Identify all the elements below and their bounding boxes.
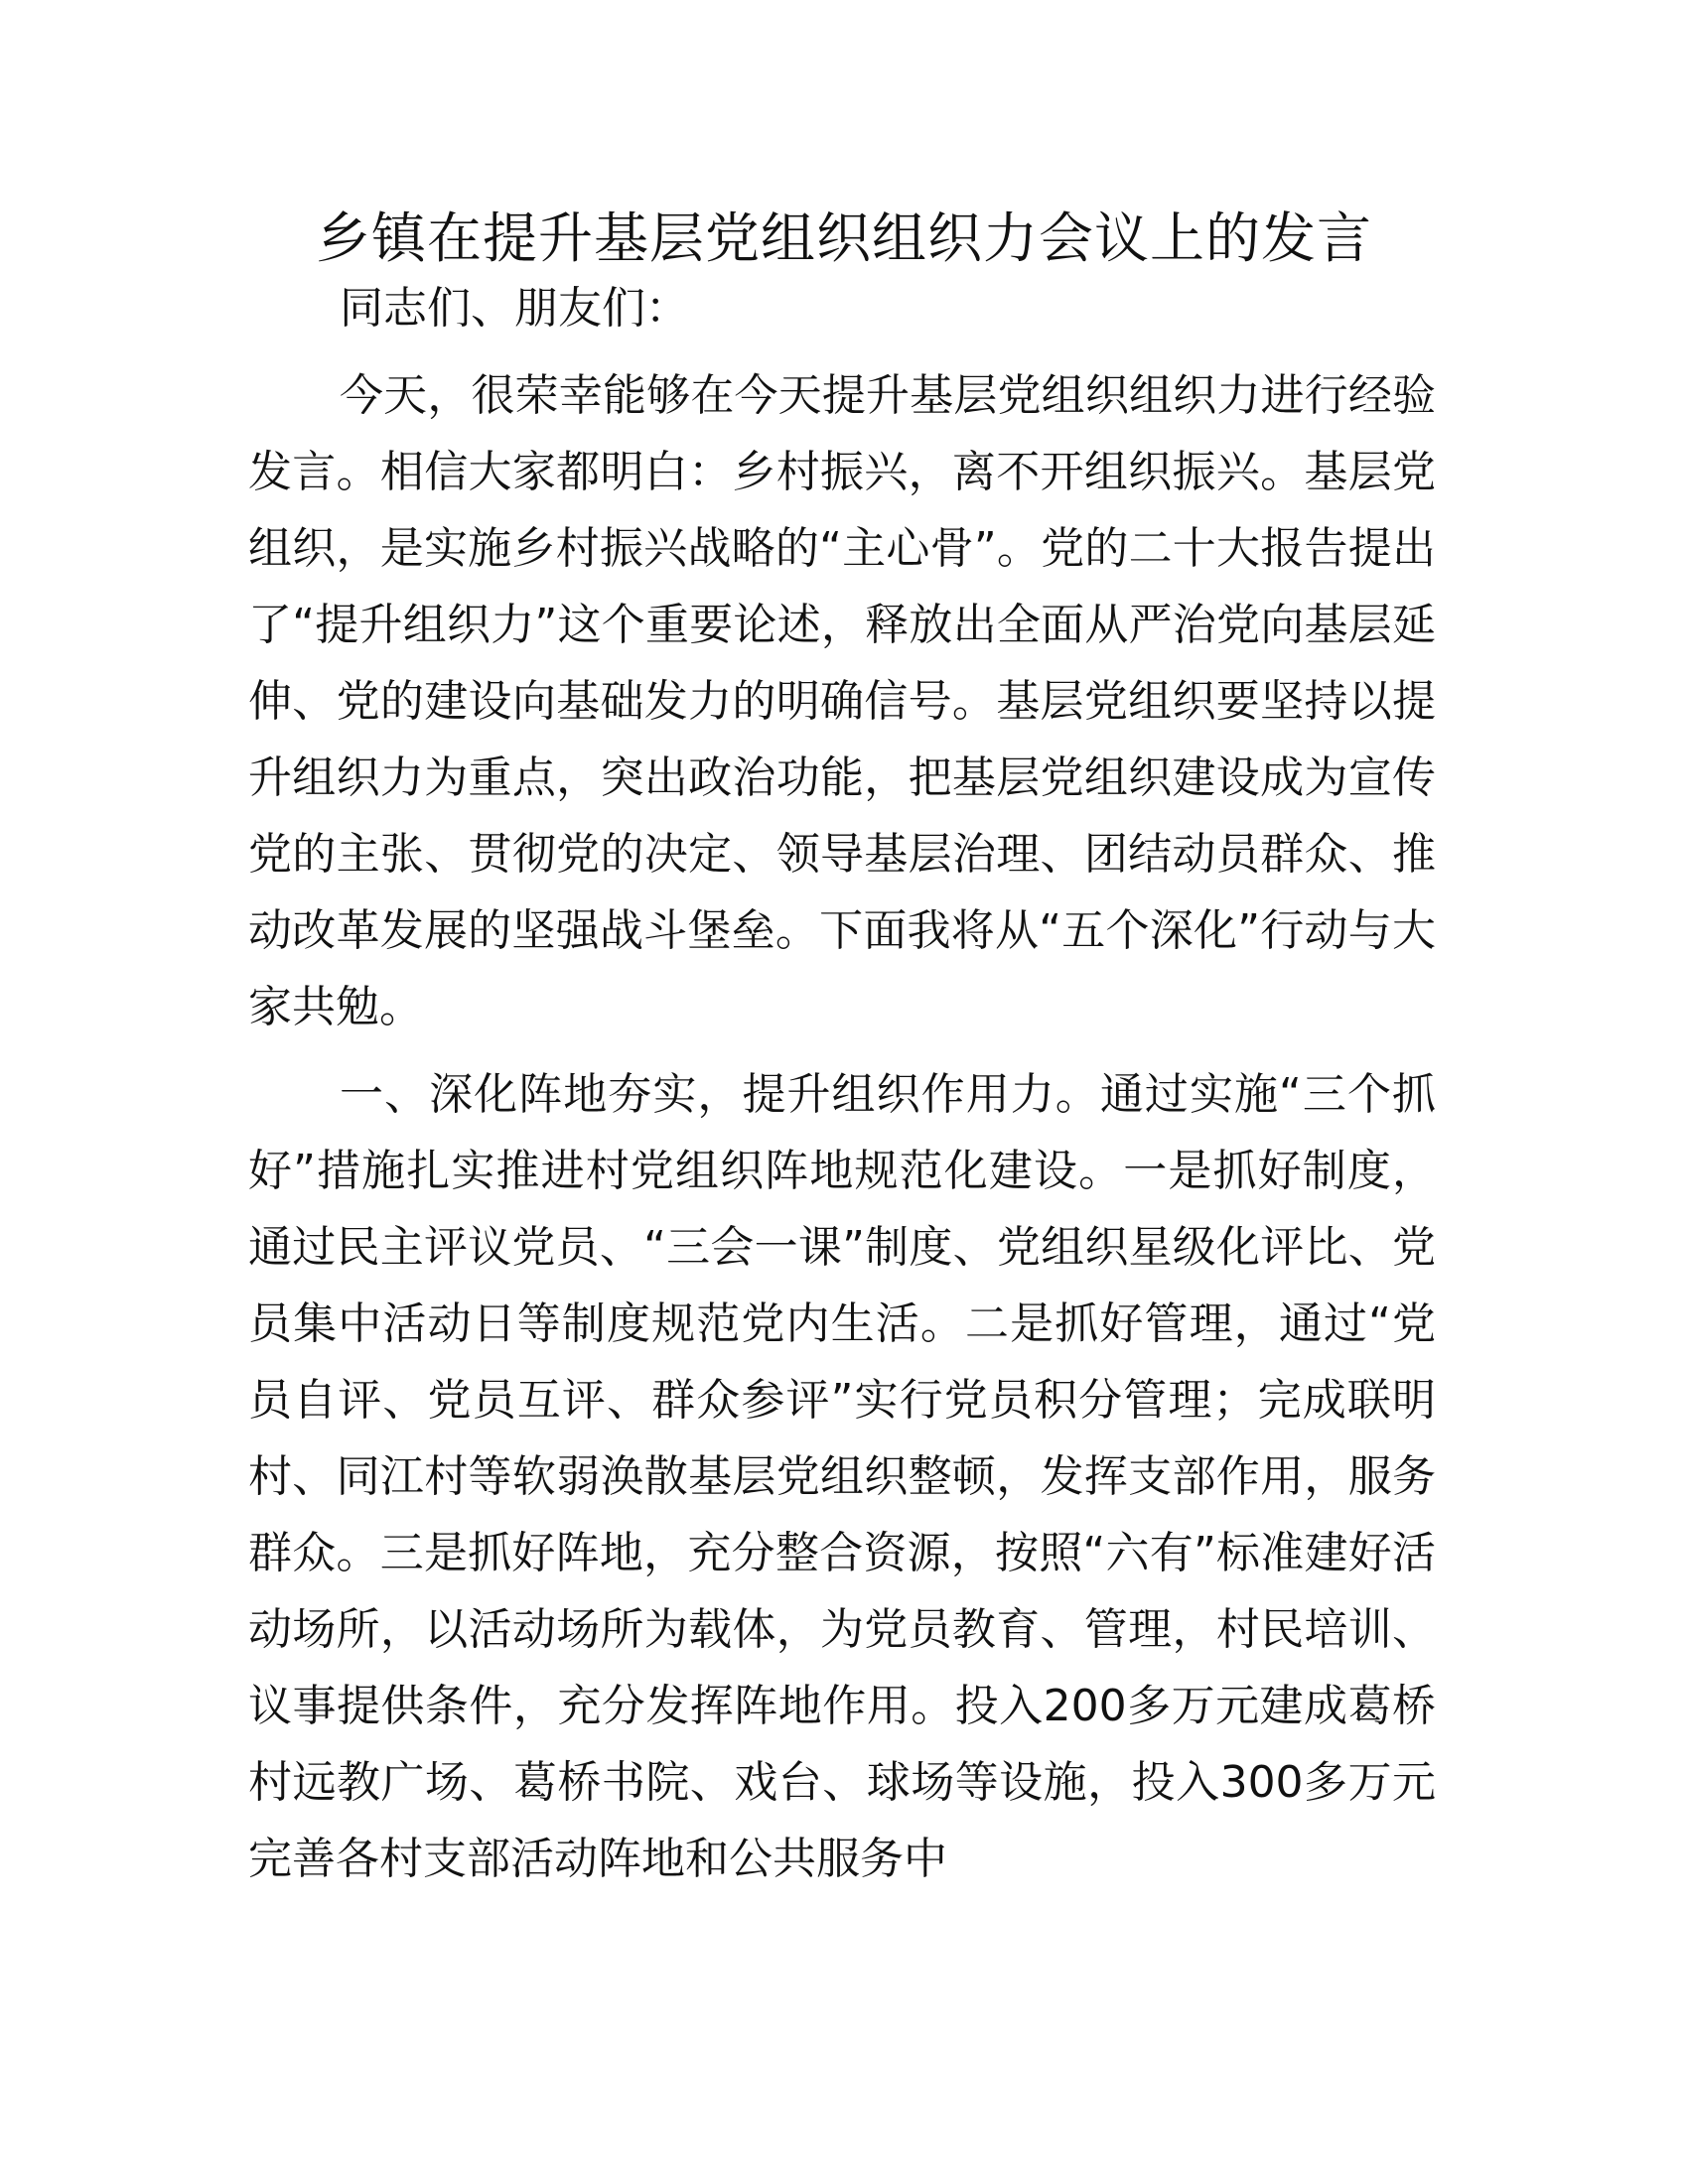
document-title: 乡镇在提升基层党组织组织力会议上的发言 — [315, 206, 1372, 270]
paragraph-intro: 今天，很荣幸能够在今天提升基层党组织组织力进行经验发言。相信大家都明白：乡村振兴，离不开组织振兴。基层党组织，是实施乡村振兴战略的“主心骨”。党的二十大报告提出了“提升组织力”这个重要论述，释放出全面从严治党向基层延伸、党的建设向基础发力的明确信号。基层党组织要坚持以提升组织力为重点，突出政治功能，把基层党组织建设成为宣传党的主张、贯彻党的决定、领导基层治理、团结动员群众、推动改革发展的坚强战斗堡垒。下面我将从“五个深化”行动与大家共勉。 — [248, 370, 1436, 1032]
document-body — [248, 270, 1436, 1908]
paragraph-section-one: 一、深化阵地夯实，提升组织作用力。通过实施“三个抓好”措施扎实推进村党组织阵地规范化建设。一是抓好制度，通过民主评议党员、“三会一课”制度、党组织星级化评比、党员集中活动日等制度规范党内生活。二是抓好管理，通过“党员自评、党员互评、群众参评”实行党员积分管理；完成联明村、同江村等软弱涣散基层党组织整顿，发挥支部作用，服务群众。三是抓好阵地，充分整合资源，按照“六有”标准建好活动场所，以活动场所为载体，为党员教育、管理，村民培训、议事提供条件，充分发挥阵地作用。投入200多万元建成葛桥村远教广场、葛桥书院、戏台、球场等设施，投入300多万元完善各村支部活动阵地和公共服务中 — [248, 1069, 1436, 1884]
salutation: 同志们、朋友们： — [340, 283, 689, 334]
